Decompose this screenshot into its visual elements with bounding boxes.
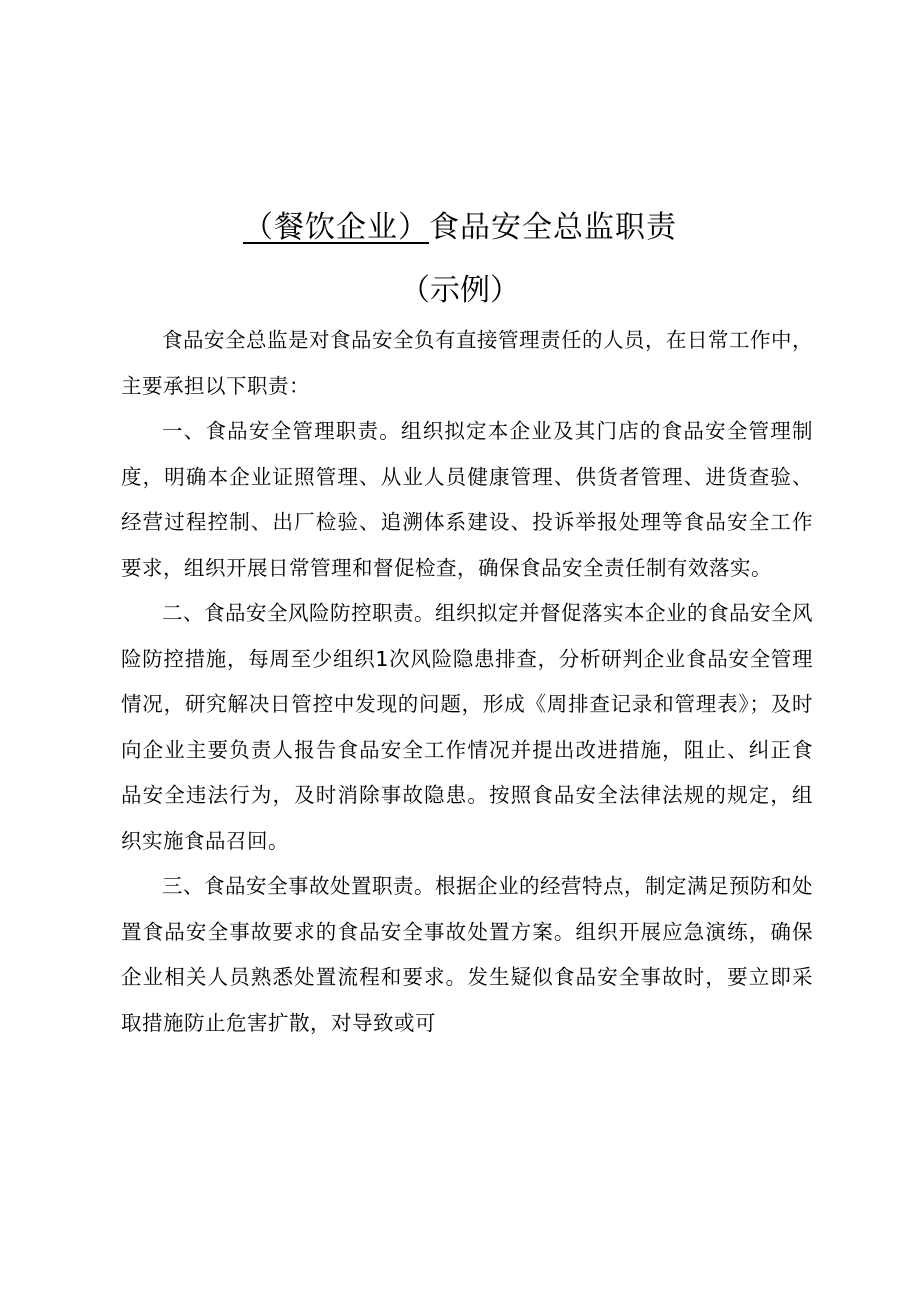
- document-body: [121, 318, 813, 1046]
- document-title: [0, 207, 920, 249]
- intro-paragraph: 食品安全总监是对食品安全负有直接管理责任的人员，在日常工作中，主要承担以下职责：: [121, 328, 813, 398]
- paragraph-risk-control-duty: 二、食品安全风险防控职责。组织拟定并督促落实本企业的食品安全风险防控措施，每周至少组织1次风险隐患排查，分析研判企业食品安全管理情况，研究解决日管控中发现的问题，形成《周排查记录和管理表》；及时向企业主要负责人报告食品安全工作情况并提出改进措施，阻止、纠正食品安全违法行为，及时消除事故隐患。按照食品安全法律法规的规定，组织实施食品召回。: [121, 601, 813, 853]
- title-prefix-underlined: （餐饮企业）: [243, 210, 429, 245]
- document-subtitle: （示例）: [400, 273, 520, 308]
- paragraph-incident-handling-duty: 三、食品安全事故处置职责。根据企业的经营特点，制定满足预防和处置食品安全事故要求的食品安全事故处置方案。组织开展应急演练，确保企业相关人员熟悉处置流程和要求。发生疑似食品安全事故时，要立即采取措施防止危害扩散，对导致或可: [121, 874, 813, 1035]
- title-main: 食品安全总监职责: [429, 210, 677, 245]
- paragraph-management-duty: 一、食品安全管理职责。组织拟定本企业及其门店的食品安全管理制度，明确本企业证照管理、从业人员健康管理、供货者管理、进货查验、经营过程控制、出厂检验、追溯体系建设、投诉举报处理等食品安全工作要求，组织开展日常管理和督促检查，确保食品安全责任制有效落实。: [121, 419, 813, 580]
